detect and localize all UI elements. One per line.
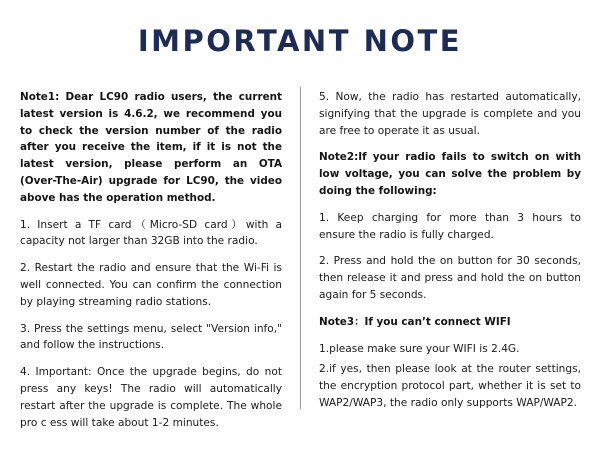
note2-step-1-text: 1. Keep charging for more than 3 hours to ensure the radio is fully charged. <box>319 211 581 241</box>
step-3-text: 3. Press the settings menu, select "Version info," and follow the instructions. <box>20 322 282 352</box>
note1-paragraph: Note1: Dear LC90 radio users, the current latest version is 4.6.2, we recommend you to check the version number of the radio after you receive the item, if it is not the latest version, please perform an OTA (Over-The-Air) upgrade for LC90, the video above has the operation method. <box>20 91 282 204</box>
note3-step-2-text: 2.if yes, then please look at the router settings, the encryption protocol part, whether it is set to WAP2/WAP3, the radio only supports WAP/WAP2. <box>319 363 581 409</box>
step-5-text: 5. Now, the radio has restarted automatically, signifying that the upgrade is complete and you are free to operate it as usual. <box>319 91 581 137</box>
step-4-text: 4. Important: Once the upgrade begins, do not press any keys! The radio will automatically restart after the upgrade is complete. The whole pro c ess will take about 1-2 minutes. <box>20 366 282 429</box>
note2-step-2-text: 2. Press and hold the on button for 30 seconds, then release it and press and hold the on button again for 5 seconds. <box>319 255 581 301</box>
left-column <box>20 89 282 441</box>
column-divider <box>300 87 301 409</box>
step-1-text: 1. Insert a TF card（Micro-SD card）with a capacity not larger than 32GB into the radio. <box>20 218 282 248</box>
note3-heading: Note3：If you can’t connect WIFI <box>319 315 511 328</box>
right-column <box>319 89 581 422</box>
step-2-text: 2. Restart the radio and ensure that the Wi-Fi is well connected. You can confirm the connection by playing streaming radio stations. <box>20 262 282 308</box>
note2-heading: Note2:If your radio fails to switch on with low voltage, you can solve the problem by doing the following: <box>319 151 581 197</box>
note3-step-1-text: 1.please make sure your WIFI is 2.4G. <box>319 342 520 355</box>
page-title: IMPORTANT NOTE <box>137 24 463 58</box>
